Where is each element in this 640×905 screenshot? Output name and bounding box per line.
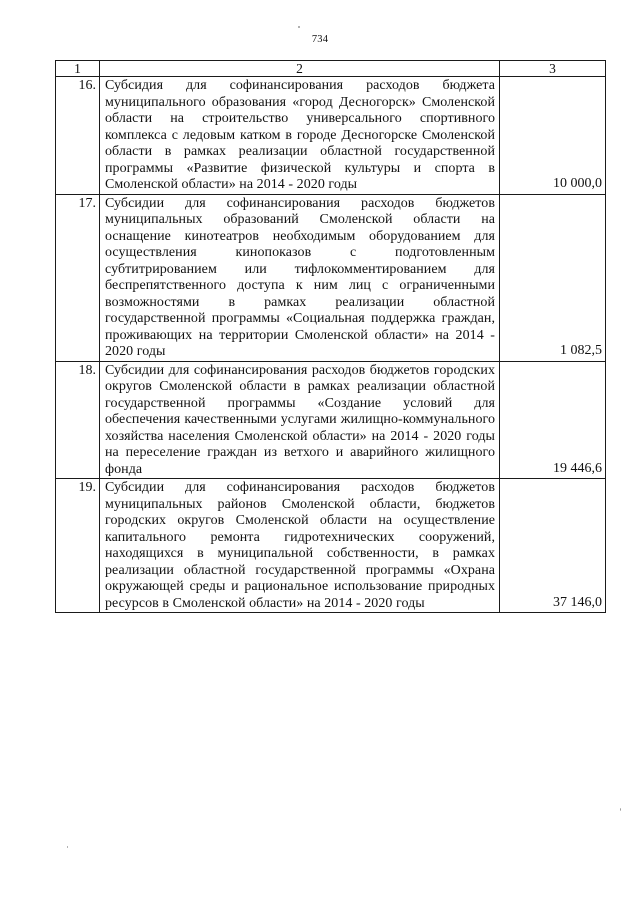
row-description: Субсидии для софинансирования расходов бюджетов городских округов Смоленской области в рамках реализации областной государственной программы «Создание условий для обеспечения качественными услугами жилищно-коммунального хозяйства населения Смоленской области» на 2014 - 2020 годы на переселение граждан из ветхого и аварийного жилищного фонда <box>100 361 500 479</box>
table-row <box>56 479 606 613</box>
row-number: 18. <box>56 361 100 479</box>
table-row <box>56 194 606 361</box>
page-number: 734 <box>311 34 329 45</box>
row-number: 17. <box>56 194 100 361</box>
column-header-number: 1 <box>56 61 100 77</box>
row-amount: 37 146,0 <box>500 479 606 613</box>
scan-speck <box>67 846 68 848</box>
row-number: 16. <box>56 77 100 195</box>
row-amount: 19 446,6 <box>500 361 606 479</box>
subsidy-table <box>55 60 606 613</box>
table-header-row <box>56 61 606 77</box>
row-description: Субсидии для софинансирования расходов бюджетов муниципальных образований Смоленской области на оснащение кинотеатров необходимым оборудованием для осуществления кинопоказов с подготовленным субтитрированием или тифлокомментированием для беспрепятственного доступа к ним лиц с ограниченными возможностями в рамках реализации областной государственной программы «Социальная поддержка граждан, проживающих на территории Смоленской области» на 2014 - 2020 годы <box>100 194 500 361</box>
column-header-amount: 3 <box>500 61 606 77</box>
row-amount: 10 000,0 <box>500 77 606 195</box>
table-row <box>56 77 606 195</box>
scan-speck <box>620 808 621 811</box>
row-amount: 1 082,5 <box>500 194 606 361</box>
row-description: Субсидия для софинансирования расходов бюджета муниципального образования «город Десногорск» Смоленской области на строительство универсального спортивного комплекса с ледовым катком в городе Десногорске Смоленской области в рамках реализации областной государственной программы «Развитие физической культуры и спорта в Смоленской области» на 2014 - 2020 годы <box>100 77 500 195</box>
row-description: Субсидии для софинансирования расходов бюджетов муниципальных районов Смоленской области, бюджетов городских округов Смоленской области на осуществление капитального ремонта гидротехнических сооружений, находящихся в муниципальной собственности, в рамках реализации областной государственной программы «Охрана окружающей среды и рациональное использование природных ресурсов в Смоленской области» на 2014 - 2020 годы <box>100 479 500 613</box>
table-row <box>56 361 606 479</box>
column-header-description: 2 <box>100 61 500 77</box>
row-number: 19. <box>56 479 100 613</box>
scan-speck <box>298 26 300 28</box>
